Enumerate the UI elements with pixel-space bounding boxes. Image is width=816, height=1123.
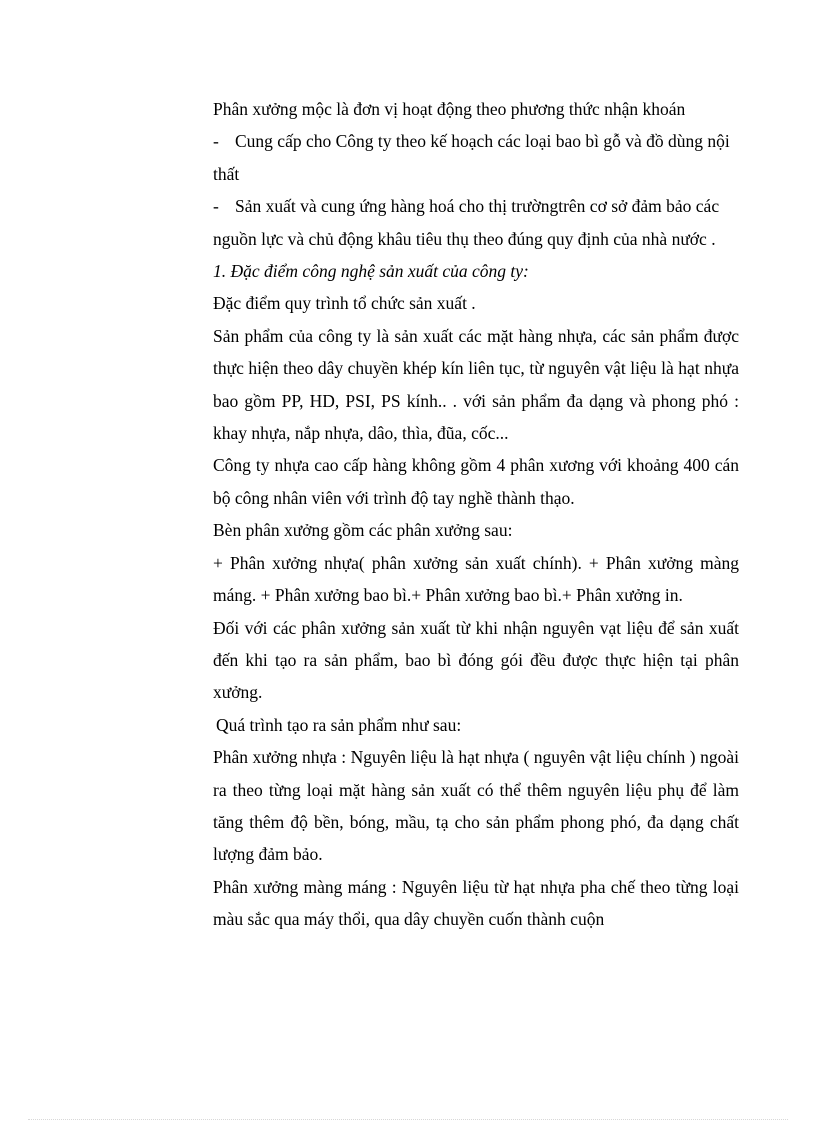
section-heading: 1. Đặc điểm công nghệ sản xuất của công ty:: [213, 261, 529, 282]
bullet-item-packaging: [213, 125, 739, 190]
paragraph-workshop-wood: Phân xưởng mộc là đơn vị hoạt động theo phương thức nhận khoán: [213, 99, 686, 119]
bullet-item-production: [213, 190, 739, 255]
bullet-item-text: Sản xuất và cung ứng hàng hoá cho thị trườngtrên cơ sở đảm bảo các nguồn lực và chủ động khâu tiêu thụ theo đúng quy định của nhà nước .: [213, 196, 720, 249]
paragraph-process-features: Đặc điểm quy trình tổ chức sản xuất .: [213, 293, 476, 314]
page-bottom-divider: [28, 1119, 788, 1120]
paragraph-workshops-intro: Bèn phân xưởng gồm các phân xưởng sau:: [213, 520, 513, 541]
paragraph-company-size: Công ty nhựa cao cấp hàng không gồm 4 phân xương với khoảng 400 cán bộ công nhân viên với trình độ tay nghề thành thạo.: [213, 455, 739, 508]
bullet-item-text: Cung cấp cho Công ty theo kế hoạch các loại bao bì gỗ và đồ dùng nội thất: [213, 131, 730, 184]
paragraph-film-workshop: Phân xưởng màng máng : Nguyên liệu từ hạt nhựa pha chế theo từng loại màu sắc qua máy thổi, qua dây chuyền cuốn thành cuộn: [213, 876, 739, 930]
document-body: [213, 93, 739, 936]
paragraph-workshops-list: + Phân xưởng nhựa( phân xưởng sản xuất chính). + Phân xưởng màng máng. + Phân xưởng bao bì.+ Phân xưởng bao bì.+ Phân xưởng in.: [213, 552, 739, 606]
paragraph-process-intro: Quá trình tạo ra sản phẩm như sau:: [216, 714, 462, 735]
paragraph-products: Sản phẩm của công ty là sản xuất các mặt hàng nhựa, các sản phẩm được thực hiện theo dây chuyền khép kín liên tục, từ nguyên vật liệu là hạt nhựa bao gồm PP, HD, PSI, PS kính.. . với sản phẩm đa dạng và phong phó : khay nhựa, nắp nhựa, dâo, thìa, đũa, cốc...: [213, 325, 739, 444]
bullet-dash: -: [213, 131, 219, 152]
bullet-dash: -: [213, 196, 219, 217]
paragraph-workshop-process: Đối với các phân xưởng sản xuất từ khi nhận nguyên vạt liệu để sản xuất đến khi tạo ra sản phẩm, bao bì đóng gói đều được thực hiện tại phân xưởng.: [213, 617, 739, 703]
paragraph-plastic-workshop: Phân xưởng nhựa : Nguyên liệu là hạt nhựa ( nguyên vật liệu chính ) ngoài ra theo từng loại mặt hàng sản xuất có thể thêm nguyên liệu phụ để làm tăng thêm độ bền, bóng, mầu, tạ cho sản phẩm phong phó, đa dạng chất lượng đảm bảo.: [213, 747, 739, 865]
